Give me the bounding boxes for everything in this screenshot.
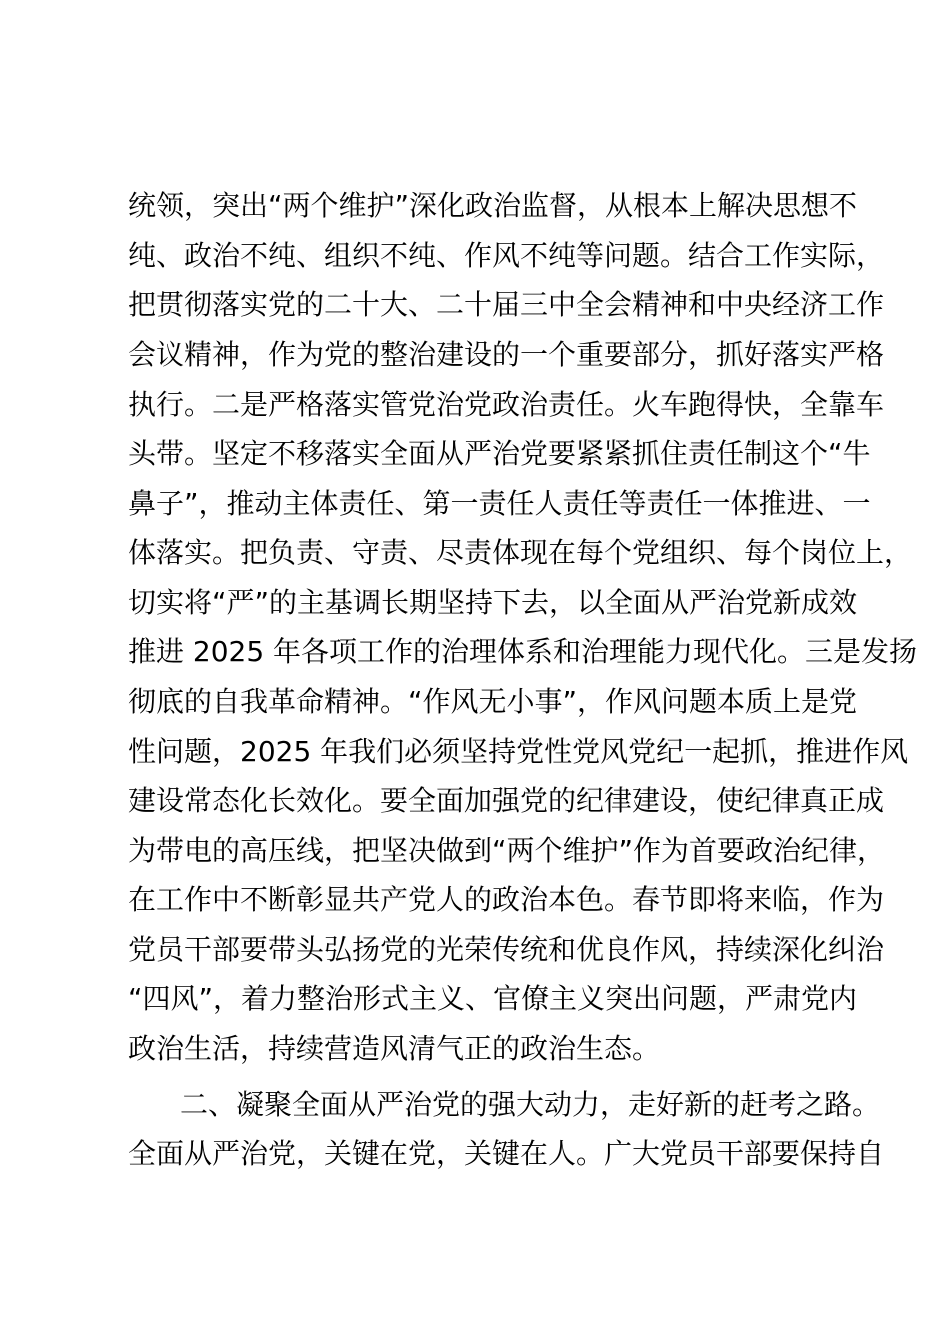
text-line: 为带电的高压线，把坚决做到“两个维护”作为首要政治纪律， (128, 834, 886, 867)
text-line: 体落实。把负责、守责、尽责体现在每个党组织、每个岗位上， (128, 536, 913, 569)
text-line: 党员干部要带头弘扬党的光荣传统和优良作风，持续深化纠治 (128, 933, 885, 966)
text-line: 把贯彻落实党的二十大、二十届三中全会精神和中央经济工作 (128, 288, 885, 321)
text-line: 建设常态化长效化。要全面加强党的纪律建设，使纪律真正成 (128, 784, 885, 817)
text-line: 全面从严治党，关键在党，关键在人。广大党员干部要保持自 (128, 1137, 885, 1170)
text-line: 统领，突出“两个维护”深化政治监督，从根本上解决思想不 (128, 189, 858, 222)
text-line: 执行。二是严格落实管党治党政治责任。火车跑得快，全靠车 (128, 388, 885, 421)
text-line: 性问题，2025 年我们必须坚持党性党风党纪一起抓，推进作风 (128, 735, 909, 768)
text-line: 纯、政治不纯、组织不纯、作风不纯等问题。结合工作实际， (128, 239, 885, 272)
text-line: 政治生活，持续营造风清气正的政治生态。 (128, 1032, 661, 1065)
text-line: 头带。坚定不移落实全面从严治党要紧紧抓住责任制这个“牛 (128, 437, 871, 470)
text-line: “四风”，着力整治形式主义、官僚主义突出问题，严肃党内 (128, 982, 858, 1015)
text-line: 鼻子”，推动主体责任、第一责任人责任等责任一体推进、一 (128, 487, 871, 520)
text-line: 会议精神，作为党的整治建设的一个重要部分，抓好落实严格 (128, 338, 885, 371)
text-line: 切实将“严”的主基调长期坚持下去，以全面从严治党新成效 (128, 586, 858, 619)
text-line: 在工作中不断彰显共产党人的政治本色。春节即将来临，作为 (128, 883, 885, 916)
text-line: 推进 2025 年各项工作的治理体系和治理能力现代化。三是发扬 (128, 635, 918, 668)
text-line: 彻底的自我革命精神。“作风无小事”，作风问题本质上是党 (128, 685, 858, 718)
section-heading: 二、凝聚全面从严治党的强大动力，走好新的赶考之路。 (180, 1088, 881, 1121)
